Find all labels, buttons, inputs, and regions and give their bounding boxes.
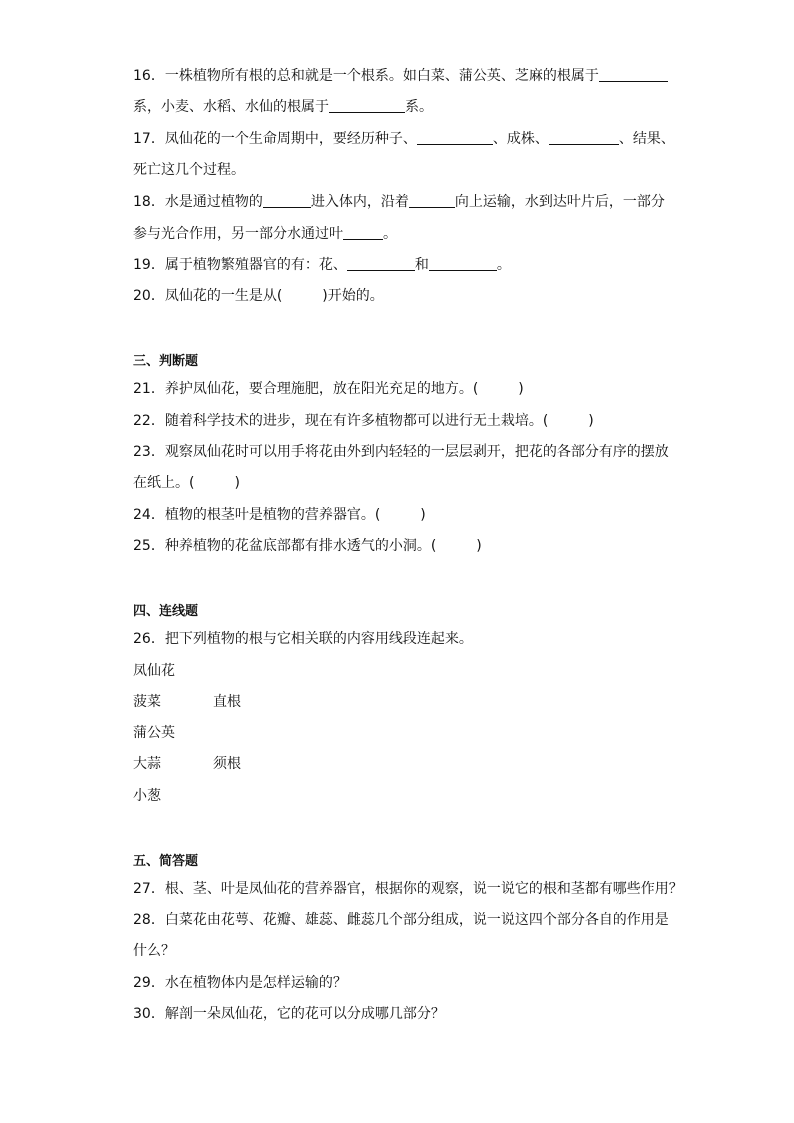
question-19-text-2: 和 [414,257,429,273]
section-short-answer-heading: 五、简答题 [133,854,199,869]
question-18-text-2: 进入体内，沿着 [310,194,409,210]
question-25-line [133,537,482,555]
question-28-line-2 [133,942,175,960]
question-26-line [133,630,473,648]
section-matching-heading: 四、连线题 [133,604,199,619]
question-18-text-4: 参与光合作用，另一部分水通过叶 [133,226,343,242]
question-23-line-1 [133,443,669,461]
question-16-text: 16．一株植物所有根的总和就是一个根系。如白菜、蒲公英、芝麻的根属于 [133,68,599,84]
question-24-text: 24．植物的根茎叶是植物的营养器官。( [133,507,381,523]
answer-blank[interactable] [429,256,497,271]
answer-blank[interactable] [549,130,619,145]
question-28-text-2: 什么？ [133,943,175,959]
answer-blank[interactable] [599,67,668,82]
answer-blank[interactable] [409,193,455,208]
question-28-line-1 [133,911,669,929]
question-21-close: ) [518,381,524,397]
question-18-text: 18．水是通过植物的 [133,194,263,210]
question-28-text: 28．白菜花由花萼、花瓣、雄蕊、雌蕊几个部分组成，说一说这四个部分各自的作用是 [133,912,669,928]
matching-left-item[interactable]: 菠菜 [133,694,161,710]
question-19-text-3: 。 [496,257,511,273]
matching-right-item[interactable]: 须根 [213,756,241,772]
question-16-line-2 [133,98,433,116]
question-22-text: 22．随着科学技术的进步，现在有许多植物都可以进行无土栽培。( [133,413,549,429]
question-30-text: 30．解剖一朵凤仙花，它的花可以分成哪几部分？ [133,1006,445,1022]
question-25-text: 25．种养植物的花盆底部都有排水透气的小洞。( [133,538,437,554]
answer-blank[interactable] [343,225,383,240]
question-27-text: 27．根、茎、叶是凤仙花的营养器官，根据你的观察，说一说它的根和茎都有哪些作用？ [133,881,683,897]
question-26-text: 26．把下列植物的根与它相关联的内容用线段连起来。 [133,631,473,647]
question-27-line [133,880,683,898]
question-24-close: ) [420,507,426,523]
question-18-text-3: 向上运输，水到达叶片后，一部分 [454,194,665,210]
question-16-text-2: 系，小麦、水稻、水仙的根属于 [133,99,329,115]
question-19-line [133,256,511,274]
question-16-line-1 [133,67,668,85]
question-22-close: ) [588,413,594,429]
question-17-text-2: 、成株、 [492,131,549,147]
matching-left-item[interactable]: 小葱 [133,788,161,804]
question-20-line [133,287,384,305]
question-20-text-2: )开始的。 [322,288,384,304]
question-21-line [133,380,524,398]
question-25-close: ) [476,538,482,554]
answer-blank[interactable] [347,256,415,271]
question-17-text: 17．凤仙花的一个生命周期中，要经历种子、 [133,131,417,147]
question-24-line [133,506,426,524]
question-18-line-2 [133,225,397,243]
answer-blank[interactable] [417,130,493,145]
question-20-text: 20．凤仙花的一生是从( [133,288,283,304]
question-30-line [133,1005,445,1023]
question-17-line-1 [133,130,675,148]
matching-right-item[interactable]: 直根 [213,694,241,710]
question-22-line [133,412,594,430]
question-18-line-1 [133,193,665,211]
question-21-text: 21．养护凤仙花，要合理施肥，放在阳光充足的地方。( [133,381,479,397]
answer-blank[interactable] [263,193,311,208]
question-29-text: 29．水在植物体内是怎样运输的？ [133,975,347,991]
question-29-line [133,974,347,992]
answer-blank[interactable] [329,98,405,113]
question-23-text: 23．观察凤仙花时可以用手将花由外到内轻轻的一层层剥开，把花的各部分有序的摆放 [133,444,669,460]
question-23-close: ) [234,475,240,491]
matching-left-item[interactable]: 大蒜 [133,756,161,772]
section-judge-heading: 三、判断题 [133,354,199,369]
question-17-text-4: 死亡这几个过程。 [133,162,245,178]
question-17-text-3: 、结果、 [618,131,675,147]
question-19-text: 19．属于植物繁殖器官的有：花、 [133,257,347,273]
question-23-text-2: 在纸上。( [133,475,195,491]
question-17-line-2 [133,161,245,179]
question-18-text-5: 。 [383,226,397,242]
question-23-line-2 [133,474,240,492]
matching-left-item[interactable]: 蒲公英 [133,725,175,741]
question-16-text-3: 系。 [405,99,433,115]
matching-left-item[interactable]: 凤仙花 [133,663,175,679]
